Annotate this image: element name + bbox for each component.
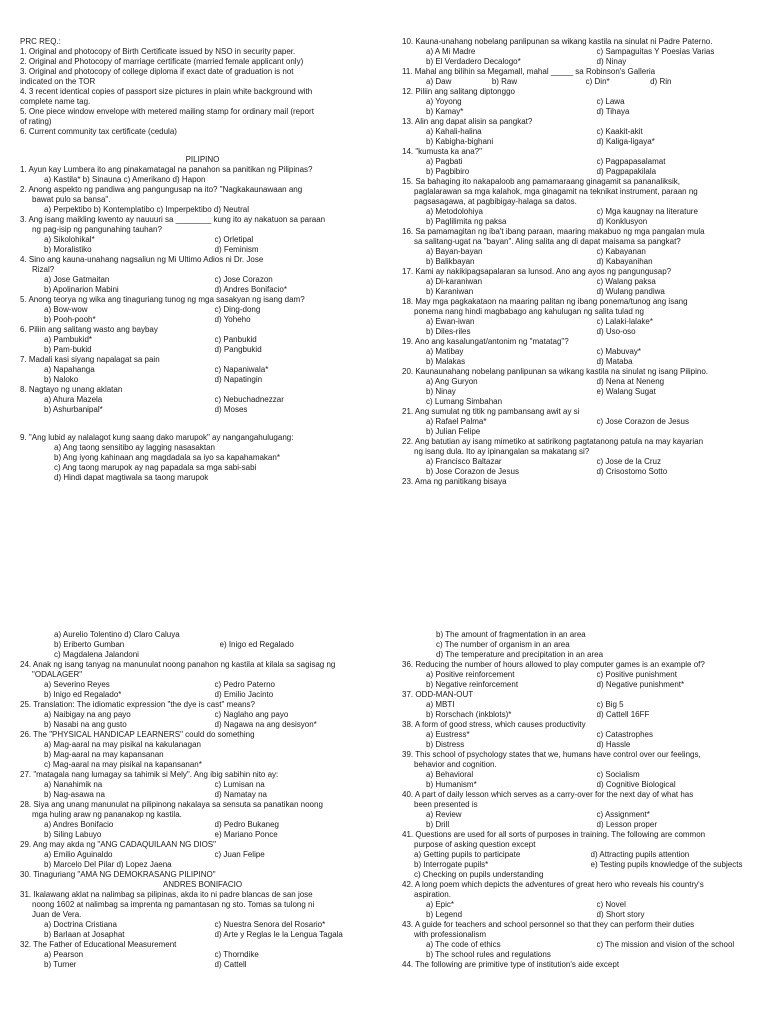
question: 43. A guide for teachers and school personnel so that they can perform their duties <box>402 920 695 929</box>
option: b) Karaniwan <box>426 287 474 296</box>
question: 29. Ang may akda ng "ANG CADAQUILAAN NG DIOS" <box>20 840 216 849</box>
option: a) Aurelio Tolentino d) Claro Caluya <box>54 630 180 639</box>
question: 22. Ang batutian ay isang mimetiko at satirikong pagtatanong patula na may kayarian <box>402 437 704 446</box>
question: 38. A form of good stress, which causes productivity <box>402 720 586 729</box>
question: 12. Piliin ang salitang diptonggo <box>402 87 515 96</box>
answer-options <box>20 305 385 325</box>
option: d) Short story <box>596 910 645 919</box>
question: bawat pulo sa bansa". <box>32 195 111 204</box>
question: 16. Sa pamamagitan ng iba't ibang paraan, maaring makabuo ng mga pangalan mula <box>402 227 705 236</box>
option: a) Ahura Mazela <box>44 395 103 404</box>
option: a) Daw <box>426 77 452 86</box>
option: a) Pambukid* <box>44 335 93 344</box>
question: 1. Ayun kay Lumbera ito ang pinakamatagal na panahon sa panitikan ng Pilipinas? <box>20 165 313 174</box>
question: 31. Ikalawang aklat na nalimbag sa pilipinas, akda ito ni padre blancas de san jose <box>20 890 313 899</box>
option: c) Orletipal <box>214 235 254 244</box>
option: d) Kabayanihan <box>596 257 653 266</box>
answer-options <box>402 770 767 790</box>
option: d) Kaliga-ligaya* <box>596 137 655 146</box>
question: aspiration. <box>414 890 451 899</box>
option: c) Kaakit-akit <box>596 127 643 136</box>
option: d) Lesson proper <box>596 820 657 829</box>
option: b) Drill <box>426 820 450 829</box>
option: c) Ang taong marupok ay nag papadala sa mga sabi-sabi <box>54 463 257 472</box>
question: ng pag-isip ng pangunahing tauhan? <box>32 225 162 234</box>
option: b) Ang iyong kahinaan ang magdadala sa iyo sa kapahamakan* <box>54 453 280 462</box>
option: a) Matibay <box>426 347 464 356</box>
option: b) Balikbayan <box>426 257 475 266</box>
option: b) Paglilimita ng paksa <box>426 217 507 226</box>
option: c) Pedro Paterno <box>214 680 275 689</box>
option: b) El Verdadero Decalogo* <box>426 57 521 66</box>
answer-options <box>402 127 767 147</box>
option: c) The mission and vision of the school <box>596 940 735 949</box>
prc-heading: PRC REQ.: <box>20 37 61 46</box>
answer-options <box>402 207 767 227</box>
question: 13. Alin ang dapat alisin sa pangkat? <box>402 117 533 126</box>
prc-item: 6. Current community tax certificate (cedula) <box>20 127 177 136</box>
prc-item: indicated on the TOR <box>20 77 96 86</box>
option: a) Rafael Palma* <box>426 417 487 426</box>
option: b) Siling Labuyo <box>44 830 102 839</box>
answer-options: a) Perpektibo b) Kontemplatibo c) Imperpektibo d) Neutral <box>44 205 249 214</box>
prc-item: 1. Original and photocopy of Birth Certificate issued by NSO in security paper. <box>20 47 296 56</box>
option: c) Lawa <box>596 97 625 106</box>
answer-options <box>402 317 767 337</box>
option: b) Pagbibiro <box>426 167 470 176</box>
question: paglalarawan sa mga kalahok, mga ginagamit na teknikat instrument, paraan ng <box>414 187 698 196</box>
question: "ODALAGER" <box>32 670 83 679</box>
answer-options <box>20 335 385 355</box>
option: a) Ang Guryon <box>426 377 478 386</box>
question: 30. Tinaguriang "AMA NG DEMOKRASANG PILIPINO" <box>20 870 216 879</box>
question: 8. Nagtayo ng unang aklatan <box>20 385 123 394</box>
option: c) Jose de la Cruz <box>596 457 661 466</box>
prc-item: 4. 3 recent identical copies of passport size pictures in plain white background with <box>20 87 313 96</box>
option: c) The number of organism in an area <box>436 640 570 649</box>
option: c) Din* <box>585 77 610 86</box>
answer-options <box>402 670 767 690</box>
answer-options <box>20 680 385 700</box>
option: d) Negative punishment* <box>596 680 685 689</box>
option: b) Ashurbanipal* <box>44 405 103 414</box>
option: a) Naibigay na ang payo <box>44 710 131 719</box>
option: c) Thorndike <box>214 950 259 959</box>
option: a) Eustress* <box>426 730 470 739</box>
question: 37. ODD-MAN-OUT <box>402 690 474 699</box>
question: 2. Anong aspekto ng pandiwa ang pangungusap na ito? "Nagkakaunawaan ang <box>20 185 303 194</box>
answer-options <box>402 810 767 830</box>
top-right-column <box>402 37 767 487</box>
option: e) Mariano Ponce <box>214 830 278 839</box>
option: d) Arte y Reglas le la Lengua Tagala <box>214 930 343 939</box>
option: b) Negative reinforcement <box>426 680 519 689</box>
answer-options <box>402 417 767 427</box>
option: a) Positive reinforcement <box>426 670 515 679</box>
option: a) Ang taong sensitibo ay lagging nasasaktan <box>54 443 216 452</box>
prc-item: of rating) <box>20 117 52 126</box>
option: c) Jose Corazon <box>214 275 273 284</box>
option: d) Hindi dapat magtiwala sa taong marupok <box>54 473 209 482</box>
question: ponema nang hindi magbabago ang kahulugan ng salita tulad ng <box>414 307 644 316</box>
option: c) Kabayanan <box>596 247 646 256</box>
option: d) Hassle <box>596 740 631 749</box>
option: b) Nag-asawa na <box>44 790 105 799</box>
option: a) Andres Bonifacio <box>44 820 114 829</box>
option: a) Severino Reyes <box>44 680 110 689</box>
question: 21. Ang sumulat ng titik ng pambansang awit ay si <box>402 407 580 416</box>
answer-options <box>402 47 767 67</box>
option: a) Ewan-iwan <box>426 317 475 326</box>
option: b) Humanism* <box>426 780 477 789</box>
option: a) Yoyong <box>426 97 462 106</box>
question: 28. Siya ang unang manunulat na pilipinong nakalaya sa sensuta sa panatikan noong <box>20 800 323 809</box>
option: b) The school rules and regulations <box>426 950 551 959</box>
option: a) Napahanga <box>44 365 95 374</box>
question: Juan de Vera. <box>32 910 82 919</box>
option: b) Malakas <box>426 357 466 366</box>
question: 40. A part of daily lesson which serves as a carry-over for the next day of what has <box>402 790 694 799</box>
question: 4. Sino ang kauna-unahang nagsaliun ng Mi Ultimo Adios ni Dr. Jose <box>20 255 264 264</box>
bottom-right-column <box>402 630 767 970</box>
option: c) Novel <box>596 900 626 909</box>
answer-options <box>402 940 767 950</box>
question: mga huling araw ng pananakop ng kastila. <box>32 810 182 819</box>
option: d) Cattell 16FF <box>596 710 650 719</box>
option: b) Kabigha-bighani <box>426 137 494 146</box>
option: a) Review <box>426 810 462 819</box>
answer-options: a) Kastila* b) Sinauna c) Amerikano d) Hapon <box>44 175 206 184</box>
prc-item: 2. Original and Photocopy of marriage certificate (married female applicant only) <box>20 57 304 66</box>
option: c) Socialism <box>596 770 640 779</box>
option: d) Moses <box>214 405 248 414</box>
option: b) Raw <box>491 77 518 86</box>
answer: ANDRES BONIFACIO <box>162 880 243 889</box>
question: 32. The Father of Educational Measurement <box>20 940 177 949</box>
option: b) Marcelo Del Pilar d) Lopez Jaena <box>44 860 172 869</box>
option: d) Cattell <box>214 960 247 969</box>
option: d) Nena at Neneng <box>596 377 665 386</box>
option: b) Barlaan at Josaphat <box>44 930 125 939</box>
question: 36. Reducing the number of hours allowed to play computer games is an example of? <box>402 660 705 669</box>
option: c) Big 5 <box>596 700 624 709</box>
question: 26. The "PHYSICAL HANDICAP LEARNERS" could do something <box>20 730 255 739</box>
option: b) Julian Felipe <box>426 427 481 436</box>
question: 39. This school of psychology states that we, humans have control over our feelings, <box>402 750 701 759</box>
answer-options <box>20 395 385 415</box>
option: e) Testing pupils knowledge of the subjects <box>590 860 743 869</box>
answer-options <box>402 900 767 920</box>
option: a) Behavioral <box>426 770 474 779</box>
option: d) Konklusyon <box>596 217 648 226</box>
option: b) Turner <box>44 960 77 969</box>
answer-options <box>402 850 767 870</box>
option: b) Nasabi na ang gusto <box>44 720 127 729</box>
option: a) Mag-aaral na may pisikal na kakulanagan <box>44 740 201 749</box>
question: purpose of asking question except <box>414 840 536 849</box>
option: a) Jose Gatmaitan <box>44 275 110 284</box>
option: b) Eriberto Gumban <box>54 640 125 649</box>
option: b) Pam-bukid <box>44 345 92 354</box>
bottom-left-column <box>20 630 385 970</box>
prc-item: 5. One piece window envelope with metered mailing stamp for ordinary mail (report <box>20 107 314 116</box>
option: d) Crisostomo Sotto <box>596 467 668 476</box>
answer-options <box>20 950 385 970</box>
answer-options <box>20 235 385 255</box>
option: c) Lalaki-lalake* <box>596 317 653 326</box>
prc-item: 3. Original and photocopy of college diploma if exact date of graduation is not <box>20 67 294 76</box>
option: a) Emilio Aguinaldo <box>44 850 113 859</box>
option: d) The temperature and precipitation in an area <box>436 650 604 659</box>
question: Rizal? <box>32 265 55 274</box>
option: b) Rorschach (inkblots)* <box>426 710 512 719</box>
option: b) Diles-riles <box>426 327 471 336</box>
option: d) Attracting pupils attention <box>590 850 690 859</box>
option: b) Distress <box>426 740 465 749</box>
question: behavior and cognition. <box>414 760 497 769</box>
answer-options <box>402 457 767 477</box>
option: c) Napaniwala* <box>214 365 269 374</box>
option: b) Legend <box>426 910 463 919</box>
option: b) Moralistiko <box>44 245 92 254</box>
question: sa salitang-ugat na "bayan". Aling salita ang di dapat maisama sa pangkat? <box>414 237 681 246</box>
question: 6. Piliin ang salitang wasto ang baybay <box>20 325 158 334</box>
option: c) Checking on pupils understanding <box>414 870 544 879</box>
question: 44. The following are primitive type of institution's aide except <box>402 960 620 969</box>
option: e) Walang Sugat <box>596 387 656 396</box>
option: d) Rin <box>650 77 672 86</box>
question: 11. Mahal ang bilihin sa Megamall, mahal _____ sa Robinson's Galleria <box>402 67 656 76</box>
answer-options <box>402 157 767 177</box>
option: b) Naloko <box>44 375 79 384</box>
option: a) Doctrina Cristiana <box>44 920 117 929</box>
answer-options <box>402 377 767 397</box>
option: a) Nanahimik na <box>44 780 103 789</box>
question: 9. "Ang lubid ay nalalagot kung saang dako marupok" ay nangangahulugang: <box>20 433 294 442</box>
question: 14. "kumusta ka ana?" <box>402 147 482 156</box>
answer-options <box>20 275 385 295</box>
option: a) Kahali-halina <box>426 127 482 136</box>
answer-options <box>402 700 767 720</box>
question: with professionalism <box>414 930 487 939</box>
answer-options <box>20 640 385 650</box>
option: d) Pangbukid <box>214 345 262 354</box>
option: c) Walang paksa <box>596 277 656 286</box>
question: noong 1602 at nalimbag sa imprenta ng pamantasan ng sto. Tomas sa tulong ni <box>32 900 315 909</box>
option: c) Mag-aaral na may pisikal na kapansanan* <box>44 760 202 769</box>
option: e) Inigo ed Regalado <box>219 640 294 649</box>
option: c) Mga kaugnay na literature <box>596 207 698 216</box>
option: b) Kamay* <box>426 107 464 116</box>
option: d) Ninay <box>596 57 627 66</box>
option: a) Bow-wow <box>44 305 88 314</box>
question: 23. Ama ng panitikang bisaya <box>402 477 507 486</box>
question: 7. Madali kasi siyang napalagat sa pain <box>20 355 160 364</box>
option: a) Di-karaniwan <box>426 277 483 286</box>
option: a) MBTI <box>426 700 455 709</box>
option: a) Getting pupils to participate <box>414 850 521 859</box>
option: d) Uso-oso <box>596 327 636 336</box>
question: pagsasagawa, at pagbibigay-halaga sa datos. <box>414 197 577 206</box>
option: b) Jose Corazon de Jesus <box>426 467 519 476</box>
question: been presented is <box>414 800 478 809</box>
option: d) Yoheho <box>214 315 251 324</box>
option: a) Sikolohikal* <box>44 235 95 244</box>
option: b) Ninay <box>426 387 456 396</box>
question: 5. Anong teorya ng wika ang tinaguriang tunog ng mga sasakyan ng isang dam? <box>20 295 305 304</box>
option: c) Catastrophes <box>596 730 653 739</box>
answer-options <box>20 820 385 840</box>
option: c) Pagpapasalamat <box>596 157 666 166</box>
option: c) Lumisan na <box>214 780 265 789</box>
answer-options <box>402 730 767 750</box>
option: a) Pagbati <box>426 157 463 166</box>
question: 42. A long poem which depicts the adventures of great hero who reveals his country's <box>402 880 704 889</box>
option: b) Interrogate pupils* <box>414 860 489 869</box>
option: c) Jose Corazon de Jesus <box>596 417 689 426</box>
question: 15. Sa bahaging ito nakapaloob ang pamamaraang ginagamit sa pananaliksik, <box>402 177 680 186</box>
answer-options <box>402 77 767 87</box>
option: c) Positive punishment <box>596 670 677 679</box>
answer-options <box>402 97 767 117</box>
top-left-column <box>20 37 385 483</box>
option: d) Andres Bonifacio* <box>214 285 287 294</box>
option: a) Pearson <box>44 950 84 959</box>
question: ng isang dula. Ito ay ipinangalan sa makatang si? <box>414 447 590 456</box>
option: b) Apolinarion Mabini <box>44 285 119 294</box>
option: b) Pooh-pooh* <box>44 315 96 324</box>
section-title: PILIPINO <box>185 155 220 164</box>
option: c) Assignment* <box>596 810 650 819</box>
answer-options <box>20 365 385 385</box>
option: d) Nagawa na ang desisyon* <box>214 720 317 729</box>
option: c) Juan Felipe <box>214 850 265 859</box>
option: c) Sampaguitas Y Poesias Varias <box>596 47 715 56</box>
option: a) A Mi Madre <box>426 47 476 56</box>
question: 3. Ang isang maikling kwento ay nauuuri sa ________ kung ito ay nakatuon sa paraan <box>20 215 326 224</box>
question: 41. Questions are used for all sorts of purposes in training. The following are common <box>402 830 706 839</box>
prc-item: complete name tag. <box>20 97 91 106</box>
option: b) Mag-aaral na may kapansanan <box>44 750 164 759</box>
answer-options <box>20 710 385 730</box>
option: d) Pedro Bukaneg <box>214 820 279 829</box>
option: d) Emilio Jacinto <box>214 690 274 699</box>
question: 17. Kami ay nakikipagsapalaran sa lunsod. Ano ang ayos ng pangungusap? <box>402 267 672 276</box>
option: d) Cognitive Biological <box>596 780 676 789</box>
option: d) Pagpapakilala <box>596 167 657 176</box>
option: c) Magdalena Jalandoni <box>54 650 139 659</box>
option: c) Nebuchadnezzar <box>214 395 284 404</box>
option: d) Napatingin <box>214 375 263 384</box>
option: b) The amount of fragmentation in an area <box>436 630 586 639</box>
option: a) Bayan-bayan <box>426 247 483 256</box>
question: 18. May mga pagkakataon na maaring palitan ng ibang ponema/tunog ang isang <box>402 297 688 306</box>
option: c) Naglaho ang payo <box>214 710 289 719</box>
option: d) Tihaya <box>596 107 630 116</box>
option: c) Lumang Simbahan <box>426 397 503 406</box>
option: a) Francisco Baltazar <box>426 457 502 466</box>
question: 24. Anak ng isang tanyag na manunulat noong panahon ng kastila at kilala sa sagisag ng <box>20 660 336 669</box>
option: b) Inigo ed Regalado* <box>44 690 122 699</box>
option: d) Feminism <box>214 245 259 254</box>
option: d) Namatay na <box>214 790 267 799</box>
question: 20. Kaunaunahang nobelang panlipunan sa wikang kastila na sinulat ng isang Pilipino. <box>402 367 709 376</box>
answer-options <box>402 247 767 267</box>
option: a) Epic* <box>426 900 455 909</box>
answer-options <box>20 780 385 800</box>
answer-options <box>20 920 385 940</box>
question: 25. Translation: The idiomatic expression "the dye is cast" means? <box>20 700 255 709</box>
question: 27. "matagala nang lumagay sa tahimik si Mely". Ang ibig sabihin nito ay: <box>20 770 279 779</box>
option: c) Panbukid <box>214 335 257 344</box>
option: d) Mataba <box>596 357 633 366</box>
option: c) Ding-dong <box>214 305 261 314</box>
option: a) The code of ethics <box>426 940 501 949</box>
option: c) Mabuvay* <box>596 347 641 356</box>
answer-options <box>402 347 767 367</box>
answer-options <box>20 850 385 860</box>
question: 19. Ano ang kasalungat/antonim ng "matatag"? <box>402 337 569 346</box>
answer-options <box>402 277 767 297</box>
option: c) Nuestra Senora del Rosario* <box>214 920 326 929</box>
option: a) Metodolohiya <box>426 207 483 216</box>
option: d) Wulang pandiwa <box>596 287 665 296</box>
question: 10. Kauna-unahang nobelang panlipunan sa wikang kastila na sinulat ni Padre Paterno. <box>402 37 713 46</box>
